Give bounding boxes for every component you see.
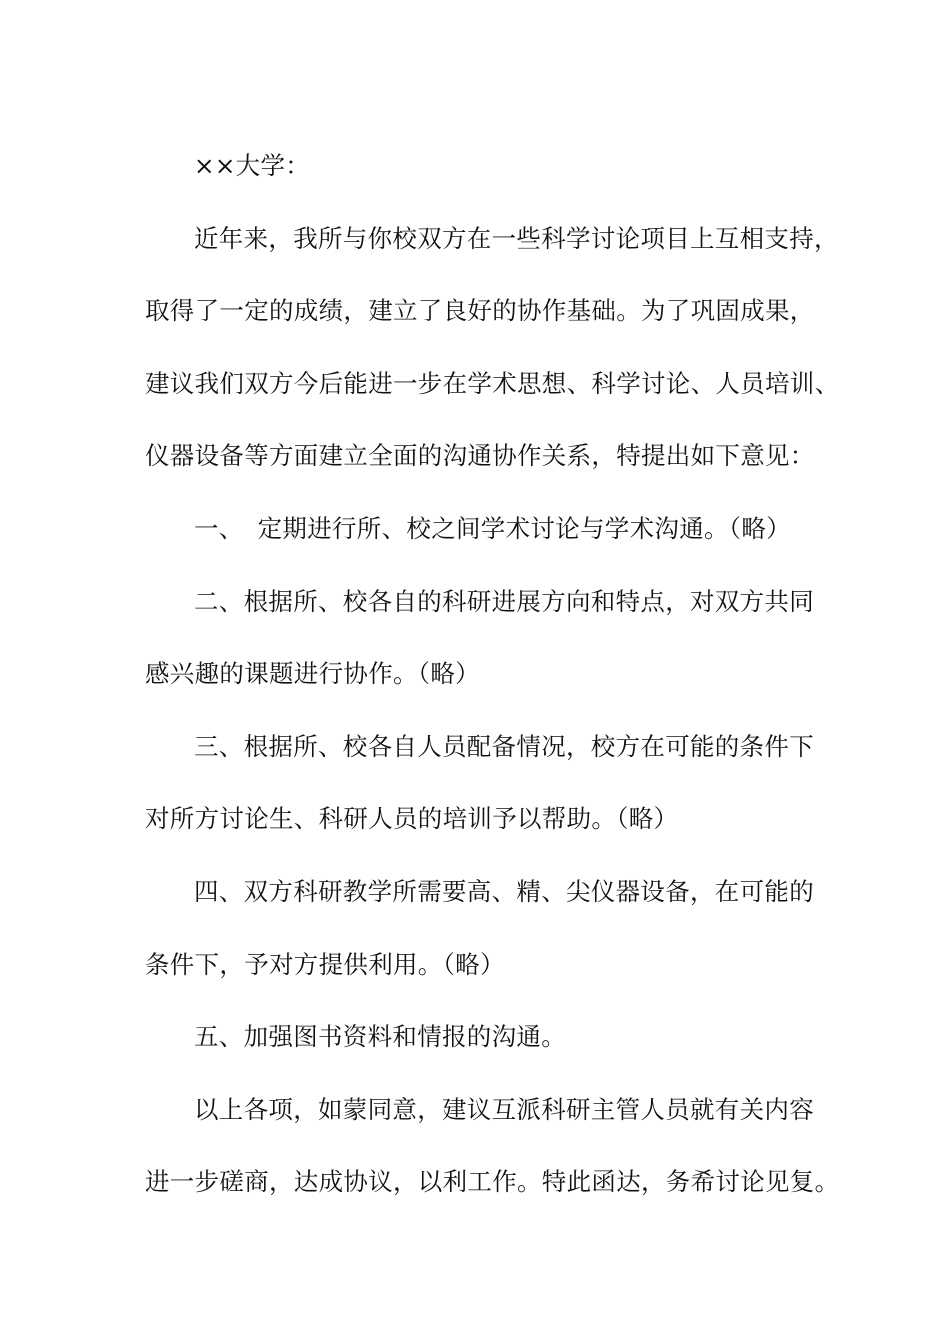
closing-line-1: 以上各项，如蒙同意，建议互派科研主管人员就有关内容 [194, 1094, 814, 1124]
item-1-text: 定期进行所、校之间学术讨论与学术沟通。（略） [257, 513, 791, 543]
item-5: 五、加强图书资料和情报的沟通。 [194, 1022, 566, 1052]
letter-body [145, 130, 840, 1219]
item-2-line-1: 二、根据所、校各自的科研进展方向和特点，对双方共同 [194, 586, 814, 616]
closing-line-2: 进一步磋商，达成协议，以利工作。特此函达，务希讨论见复。 [145, 1167, 840, 1197]
item-4-line-2: 条件下，予对方提供利用。（略） [145, 949, 505, 979]
item-1 [145, 493, 835, 566]
item-1-number: 一、 [194, 513, 244, 543]
intro-line-3: 建议我们双方今后能进一步在学术思想、科学讨论、人员培训、 [145, 368, 840, 398]
item-3-line-1: 三、根据所、校各自人员配备情况，校方在可能的条件下 [194, 731, 814, 761]
item-4-line-1: 四、双方科研教学所需要高、精、尖仪器设备，在可能的 [194, 876, 814, 906]
item-2-line-2: 感兴趣的课题进行协作。（略） [145, 659, 480, 689]
intro-line-2: 取得了一定的成绩，建立了良好的协作基础。为了巩固成果， [145, 296, 815, 326]
item-3-line-2: 对所方讨论生、科研人员的培训予以帮助。（略） [145, 804, 679, 834]
salutation: ××大学： [194, 151, 311, 180]
intro-line-4: 仪器设备等方面建立全面的沟通协作关系，特提出如下意见： [145, 441, 815, 471]
intro-line-1: 近年来，我所与你校双方在一些科学讨论项目上互相支持， [194, 223, 839, 253]
